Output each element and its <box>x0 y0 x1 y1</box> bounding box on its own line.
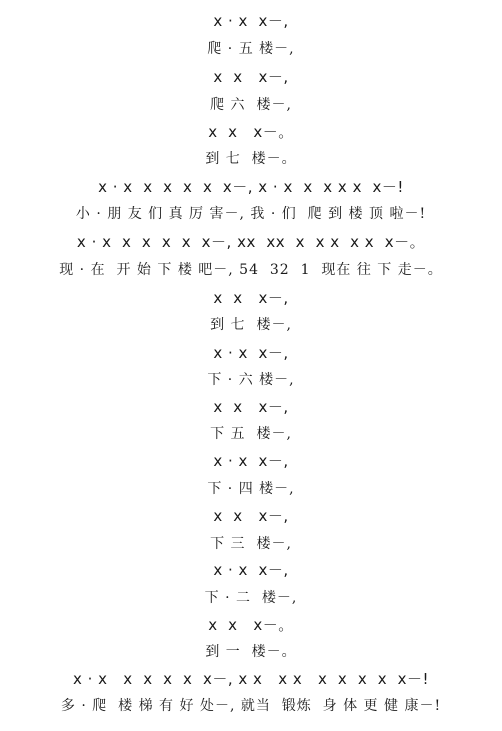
rhythm-line: x · x x－, <box>213 452 289 470</box>
rhythm-line: x x x－, <box>213 289 289 307</box>
rhythm-line: x · x x－, <box>213 12 289 30</box>
lyric-line: 下 · 二 楼－, <box>204 590 298 606</box>
lyric-line: 到 一 楼－。 <box>205 644 297 660</box>
rhythm-line: x x x－。 <box>208 616 294 634</box>
rhythm-line: x · x x－, <box>213 344 289 362</box>
lyric-line: 多 · 爬 楼 梯 有 好 处－, 就当 锻炼 身 体 更 健 康－! <box>60 698 442 714</box>
lyric-line: 下 · 六 楼－, <box>207 372 295 388</box>
rhythm-line: x · x x x x x x－, x · x x x x x x－! <box>98 178 404 196</box>
rhythm-line: x x x－, <box>213 68 289 86</box>
lyric-line: 下 五 楼－, <box>210 426 292 442</box>
rhythm-line: x · x x x x x x－, xx xx x x x x x x－。 <box>76 233 426 251</box>
lyric-line: 爬 · 五 楼－, <box>207 41 295 57</box>
rhythm-line: x · x x x x x x－, x x x x x x x x x－! <box>72 670 430 688</box>
lyric-line: 爬 六 楼－, <box>210 97 292 113</box>
lyric-line: 下 三 楼－, <box>210 536 292 552</box>
lyric-line: 下 · 四 楼－, <box>207 481 295 497</box>
rhythm-line: x · x x－, <box>213 561 289 579</box>
rhythm-line: x x x－, <box>213 507 289 525</box>
lyric-line: 到 七 楼－。 <box>205 151 297 167</box>
lyric-line: 到 七 楼－, <box>210 317 292 333</box>
lyric-line: 现 · 在 开 始 下 楼 吧－, 54 32 1 现在 往 下 走－。 <box>59 262 443 278</box>
lyric-line: 小 · 朋 友 们 真 厉 害－, 我 · 们 爬 到 楼 顶 啦－! <box>75 206 427 222</box>
rhythm-line: x x x－, <box>213 398 289 416</box>
rhythm-line: x x x－。 <box>208 123 294 141</box>
